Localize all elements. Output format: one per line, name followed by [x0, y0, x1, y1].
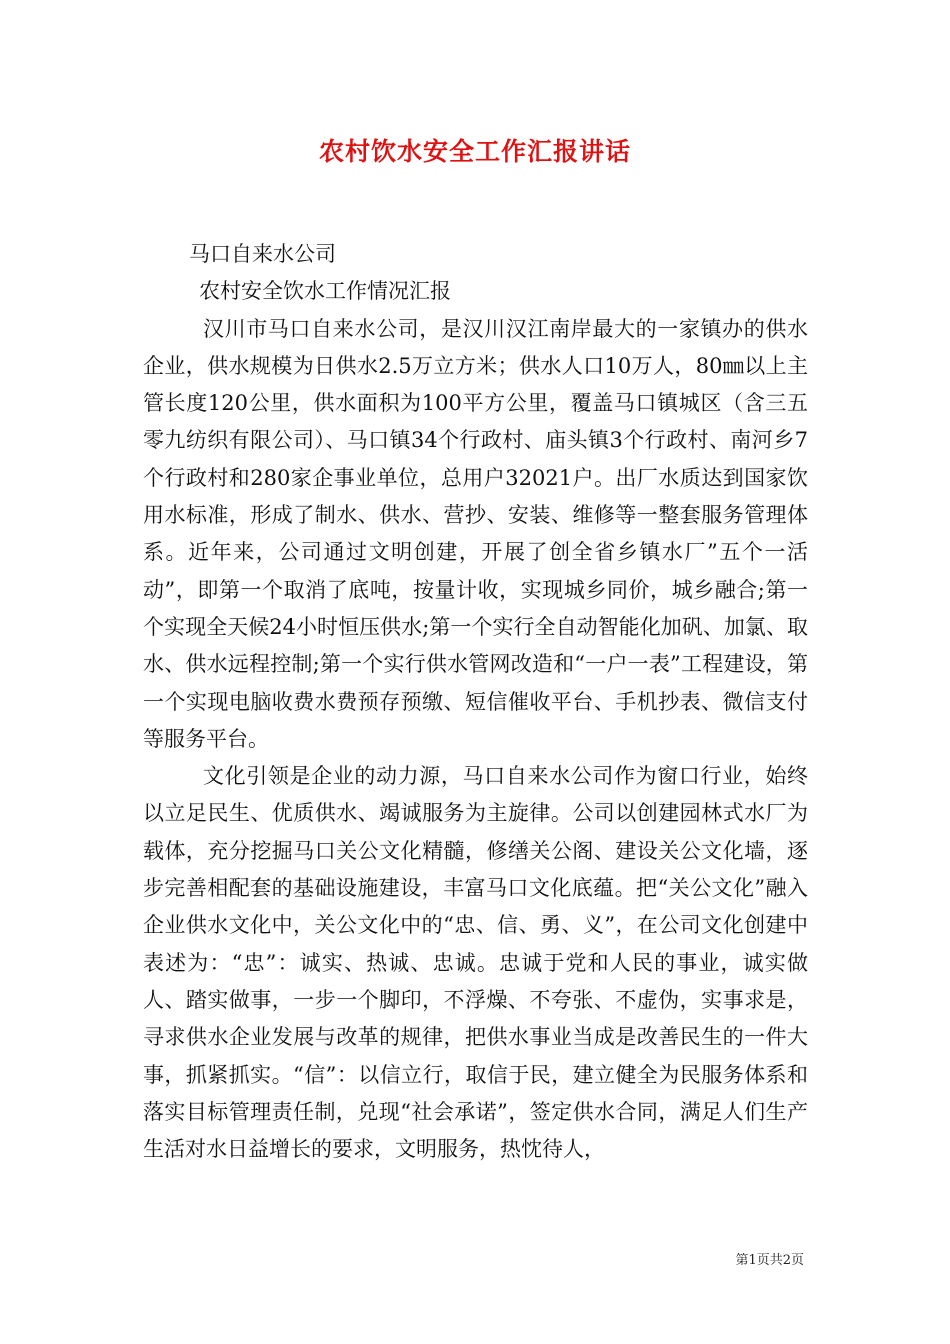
paragraph-culture: 文化引领是企业的动力源，马口自来水公司作为窗口行业，始终以立足民生、优质供水、竭诚服务为主旋律。公司以创建园林式水厂为载体，充分挖掘马口关公文化精髓，修缮关公阁、建设关公文化墙，逐步完善相配套的基础设施建设，丰富马口文化底蕴。把“关公文化”融入企业供水文化中，关公文化中的“忠、信、勇、义”，在公司文化创建中表述为：“忠”：诚实、热诚、忠诚。忠诚于党和人民的事业，诚实做人、踏实做事，一步一个脚印，不浮燥、不夸张、不虚伪，实事求是，寻求供水企业发展与改革的规律，把供水事业当成是改善民生的一件大事，抓紧抓实。“信”：以信立行，取信于民，建立健全为民服务体系和落实目标管理责任制，兑现“社会承诺”，签定供水合同，满足人们生产生活对水日益增长的要求，文明服务，热忱待人， — [143, 764, 808, 1162]
document-title: 农村饮水安全工作汇报讲话 — [318, 137, 631, 166]
report-subtitle: 农村安全饮水工作情况汇报 — [199, 279, 451, 304]
page-number: 第1页共2页 — [735, 1253, 804, 1268]
document-body — [143, 236, 808, 1168]
company-name: 马口自来水公司 — [189, 242, 336, 266]
paragraph-company-overview: 汉川市马口自来水公司，是汉川汉江南岸最大的一家镇办的供水企业，供水规模为日供水2.5万立方米；供水人口10万人，80㎜以上主管长度120公里，供水面积为100平方公里，覆盖马口镇城区（含三五零九纺织有限公司）、马口镇34个行政村、庙头镇3个行政村、南河乡7个行政村和280家企事业单位，总用户32021户。出厂水质达到国家饮用水标准，形成了制水、供水、营抄、安装、维修等一整套服务管理体系。近年来，公司通过文明创建，开展了创全省乡镇水厂”五个一活动”，即第一个取消了底吨，按量计收，实现城乡同价，城乡融合;第一个实现全天候24小时恒压供水;第一个实行全自动智能化加矾、加氯、取水、供水远程控制;第一个实行供水管网改造和“一户一表”工程建设，第一个实现电脑收费水费预存预缴、短信催收平台、手机抄表、微信支付等服务平台。 — [143, 316, 808, 751]
